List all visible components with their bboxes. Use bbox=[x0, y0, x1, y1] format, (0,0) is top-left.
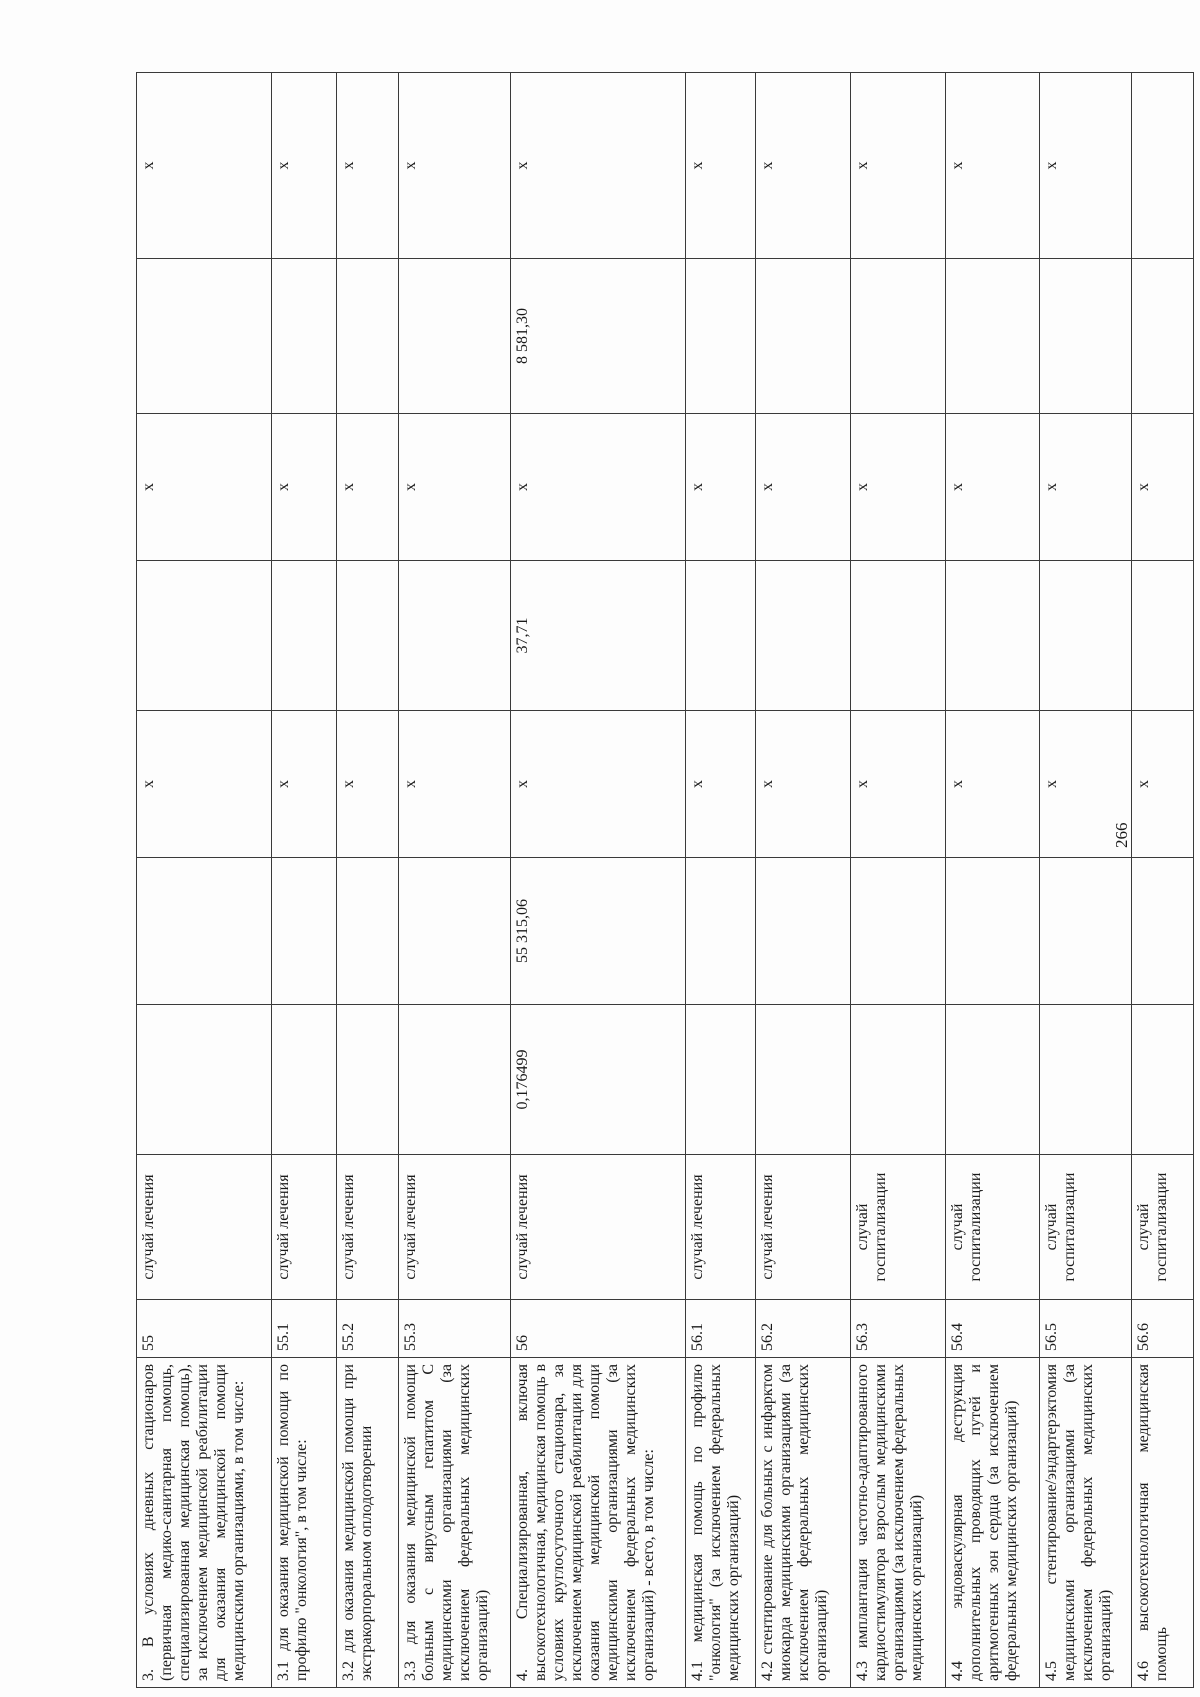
row-number: 55.3 bbox=[399, 1300, 511, 1358]
value-cell: х bbox=[272, 73, 337, 259]
value-cell: х bbox=[511, 414, 685, 561]
table-row bbox=[756, 73, 851, 1688]
value-cell bbox=[137, 858, 272, 1005]
row-description: 4.5 стентирование/эндартерэктомия медицинскими организациями (за исключением федеральных медицинских организаций) bbox=[1040, 1358, 1131, 1688]
table-row bbox=[511, 73, 685, 1688]
rotated-table-container bbox=[136, 73, 1194, 1688]
unit-cell: случай лечения bbox=[685, 1155, 755, 1300]
row-description: 4. Специализированная, включая высокотехнологичная, медицинская помощь в условиях круглосуточного стационара, за исключением медицинской реабилитации для оказания медицинской помощи медицинскими организациями (за исключением федеральных медицинских организаций) - всего, в том числе: bbox=[511, 1358, 685, 1688]
value-cell bbox=[850, 561, 945, 711]
value-cell: х bbox=[137, 414, 272, 561]
value-cell: х bbox=[945, 414, 1040, 561]
value-cell bbox=[272, 561, 337, 711]
row-number: 55.2 bbox=[336, 1300, 398, 1358]
table-row bbox=[399, 73, 511, 1688]
value-cell: х bbox=[272, 414, 337, 561]
value-cell bbox=[945, 561, 1040, 711]
row-description: 4.1 медицинская помощь по профилю "онкология" (за исключением федеральных медицинских организаций) bbox=[685, 1358, 755, 1688]
value-cell bbox=[137, 561, 272, 711]
table-row bbox=[1040, 73, 1131, 1688]
table-row bbox=[1131, 73, 1193, 1688]
value-cell bbox=[336, 259, 398, 414]
value-cell: х bbox=[850, 73, 945, 259]
value-cell: х bbox=[685, 711, 755, 858]
value-cell bbox=[945, 1005, 1040, 1155]
row-description: 4.2 стентирование для больных с инфарктом миокарда медицинскими организациями (за исключением федеральных медицинских организаций) bbox=[756, 1358, 851, 1688]
value-cell bbox=[1040, 561, 1131, 711]
unit-cell: случай госпитализации bbox=[1131, 1155, 1193, 1300]
value-cell: х bbox=[137, 711, 272, 858]
value-cell: 55 315,06 bbox=[511, 858, 685, 1005]
table-row bbox=[685, 73, 755, 1688]
unit-cell: случай лечения bbox=[336, 1155, 398, 1300]
value-cell bbox=[399, 561, 511, 711]
value-cell: х bbox=[756, 711, 851, 858]
value-cell bbox=[1131, 73, 1193, 259]
unit-cell: случай госпитализации bbox=[945, 1155, 1040, 1300]
value-cell: х bbox=[1040, 414, 1131, 561]
value-cell bbox=[336, 561, 398, 711]
value-cell: х bbox=[336, 711, 398, 858]
row-description: 3.3 для оказания медицинской помощи больным с вирусным гепатитом С медицинскими организациями (за исключением федеральных медицинских организаций) bbox=[399, 1358, 511, 1688]
value-cell bbox=[1131, 1005, 1193, 1155]
row-number: 56.4 bbox=[945, 1300, 1040, 1358]
value-cell bbox=[685, 858, 755, 1005]
value-cell bbox=[945, 858, 1040, 1005]
unit-cell: случай госпитализации bbox=[1040, 1155, 1131, 1300]
value-cell: х bbox=[1040, 711, 1131, 858]
value-cell bbox=[685, 561, 755, 711]
value-cell bbox=[756, 259, 851, 414]
unit-cell: случай лечения bbox=[511, 1155, 685, 1300]
value-cell bbox=[685, 1005, 755, 1155]
row-description: 3.1 для оказания медицинской помощи по профилю "онкология", в том числе: bbox=[272, 1358, 337, 1688]
value-cell bbox=[1131, 858, 1193, 1005]
row-number: 56.1 bbox=[685, 1300, 755, 1358]
value-cell: х bbox=[756, 73, 851, 259]
value-cell: х bbox=[137, 73, 272, 259]
value-cell bbox=[850, 259, 945, 414]
value-cell bbox=[945, 259, 1040, 414]
value-cell bbox=[756, 561, 851, 711]
value-cell: х bbox=[1131, 711, 1193, 858]
value-cell: х bbox=[399, 73, 511, 259]
value-cell bbox=[272, 858, 337, 1005]
row-description: 3. В условиях дневных стационаров (первичная медико-санитарная помощь, специализированная медицинская помощь), за исключением медицинской реабилитации для оказания медицинской помощи медицинскими организациями, в том числе: bbox=[137, 1358, 272, 1688]
value-cell: х bbox=[399, 711, 511, 858]
value-cell bbox=[336, 1005, 398, 1155]
unit-cell: случай госпитализации bbox=[850, 1155, 945, 1300]
row-number: 56.3 bbox=[850, 1300, 945, 1358]
row-number: 55 bbox=[137, 1300, 272, 1358]
row-description: 4.6 высокотехнологичная медицинская помощь bbox=[1131, 1358, 1193, 1688]
row-number: 56.2 bbox=[756, 1300, 851, 1358]
value-cell: х bbox=[685, 73, 755, 259]
data-table bbox=[136, 72, 1194, 1688]
value-cell bbox=[1131, 561, 1193, 711]
value-cell: х bbox=[511, 73, 685, 259]
value-cell: х bbox=[945, 711, 1040, 858]
row-number: 56 bbox=[511, 1300, 685, 1358]
value-cell: х bbox=[511, 711, 685, 858]
value-cell: 0,176499 bbox=[511, 1005, 685, 1155]
value-cell bbox=[137, 259, 272, 414]
unit-cell: случай лечения bbox=[399, 1155, 511, 1300]
value-cell: х bbox=[756, 414, 851, 561]
value-cell bbox=[1040, 259, 1131, 414]
value-cell bbox=[399, 858, 511, 1005]
value-cell bbox=[685, 259, 755, 414]
row-number: 55.1 bbox=[272, 1300, 337, 1358]
unit-cell: случай лечения bbox=[137, 1155, 272, 1300]
value-cell: 37,71 bbox=[511, 561, 685, 711]
value-cell bbox=[850, 1005, 945, 1155]
value-cell bbox=[272, 1005, 337, 1155]
value-cell: х bbox=[336, 73, 398, 259]
value-cell: х bbox=[850, 711, 945, 858]
row-number: 56.5 bbox=[1040, 1300, 1131, 1358]
unit-cell: случай лечения bbox=[272, 1155, 337, 1300]
value-cell bbox=[1040, 858, 1131, 1005]
table-row bbox=[137, 73, 272, 1688]
value-cell: х bbox=[399, 414, 511, 561]
value-cell bbox=[272, 259, 337, 414]
page-number: 266 bbox=[1112, 822, 1131, 848]
value-cell bbox=[756, 1005, 851, 1155]
value-cell bbox=[1131, 259, 1193, 414]
value-cell bbox=[399, 1005, 511, 1155]
row-description: 4.3 имплантация частотно-адаптированного кардиостимулятора взрослым медицинскими организациями (за исключением федеральных медицинских организаций) bbox=[850, 1358, 945, 1688]
value-cell: х bbox=[1040, 73, 1131, 259]
row-description: 3.2 для оказания медицинской помощи при экстракорпоральном оплодотворении bbox=[336, 1358, 398, 1688]
value-cell bbox=[336, 858, 398, 1005]
table-row bbox=[945, 73, 1040, 1688]
value-cell: 8 581,30 bbox=[511, 259, 685, 414]
value-cell: х bbox=[272, 711, 337, 858]
value-cell: х bbox=[685, 414, 755, 561]
value-cell bbox=[850, 858, 945, 1005]
value-cell bbox=[137, 1005, 272, 1155]
value-cell: х bbox=[945, 73, 1040, 259]
value-cell: х bbox=[1131, 414, 1193, 561]
value-cell bbox=[1040, 1005, 1131, 1155]
row-description: 4.4 эндоваскулярная деструкция дополнительных проводящих путей и аритмогенных зон сердца (за исключением федеральных медицинских организаций) bbox=[945, 1358, 1040, 1688]
value-cell: х bbox=[336, 414, 398, 561]
table-row bbox=[272, 73, 337, 1688]
row-number: 56.6 bbox=[1131, 1300, 1193, 1358]
value-cell bbox=[756, 858, 851, 1005]
table-row bbox=[336, 73, 398, 1688]
value-cell: х bbox=[850, 414, 945, 561]
table-row bbox=[850, 73, 945, 1688]
unit-cell: случай лечения bbox=[756, 1155, 851, 1300]
value-cell bbox=[399, 259, 511, 414]
